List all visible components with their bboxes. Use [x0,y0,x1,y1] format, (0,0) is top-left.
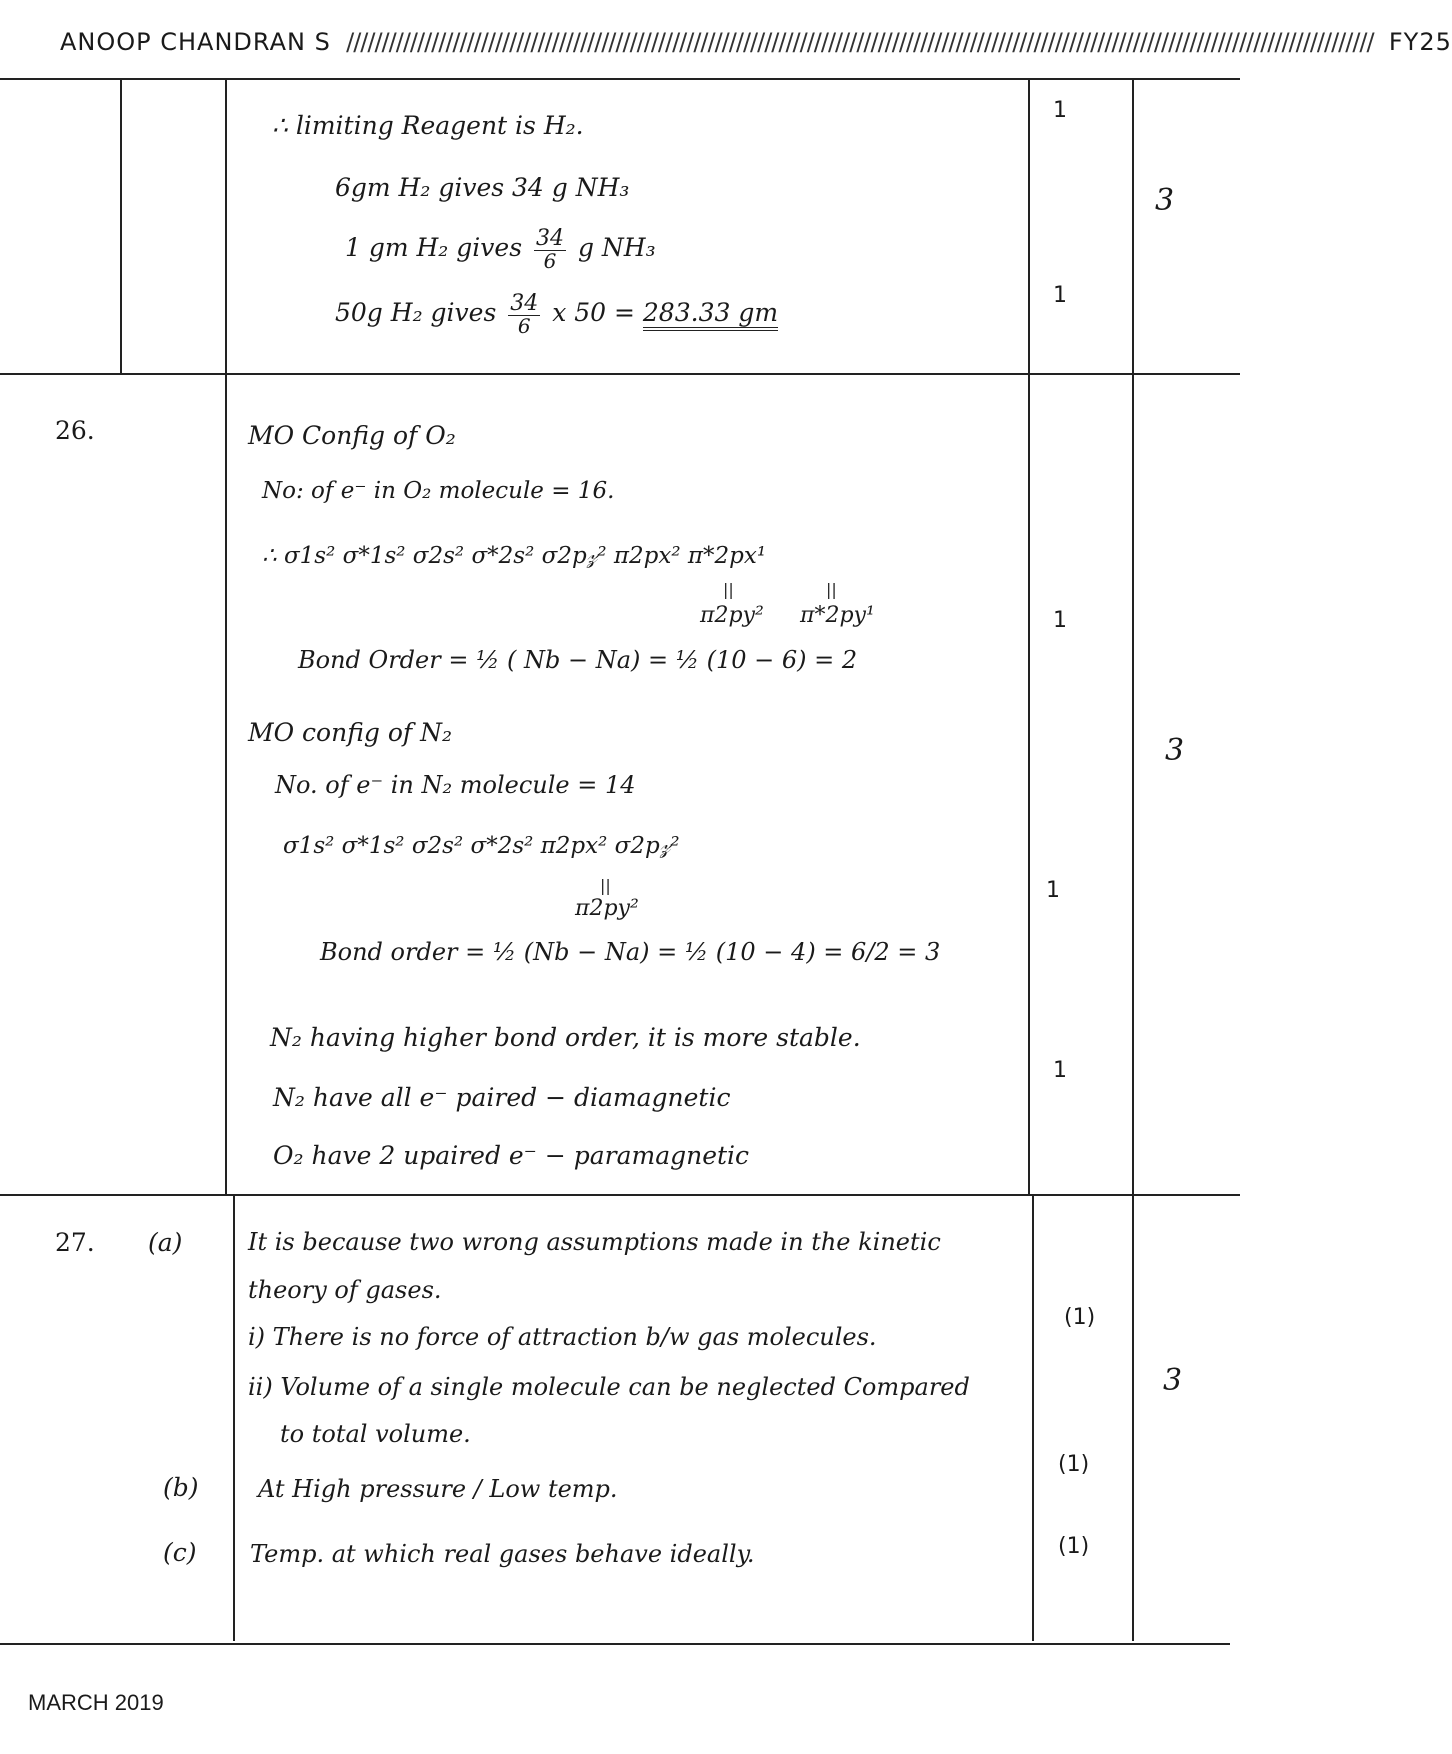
q26-mark-1: 1 [1053,608,1067,633]
q27-mark-c: (1) [1058,1534,1090,1559]
q26-o2-eq-1: || [723,580,734,599]
q25-line-6gm: 6gm H₂ gives 34 g NH₃ [335,173,630,202]
bottom-rule [0,1643,1230,1645]
q26-o2-pi-star-2py: π*2py¹ [800,603,875,628]
q26-o2-bond-order: Bond Order = ½ ( Nb − Na) = ½ (10 − 6) = 2 [298,646,858,674]
col-line-qno [120,78,122,373]
answer-table [0,78,1240,1658]
q27-a-line-4: ii) Volume of a single molecule can be neglected Compared [248,1373,970,1401]
q26-mark-2: 1 [1046,878,1060,903]
q27-c-text: Temp. at which real gases behave ideally. [250,1540,755,1568]
q25-limiting-line: ∴ limiting Reagent is H₂. [272,111,584,140]
col-line-mark-q27 [1032,1194,1034,1641]
q26-number: 26. [55,416,95,445]
q26-n2-electron-count: No. of e⁻ in N₂ molecule = 14 [275,771,636,799]
q27-a-line-2: theory of gases. [248,1276,442,1304]
q26-o2-electron-count: No: of e⁻ in O₂ molecule = 16. [262,478,615,504]
author-name: ANOOP CHANDRAN S [60,28,331,56]
q26-total-marks: 3 [1165,733,1185,768]
q26-n2-title: MO config of N₂ [248,718,452,747]
col-line-part [225,78,227,1194]
q26-o2-config: ∴ σ1s² σ*1s² σ2s² σ*2s² σ2p𝓏² π2px² π*2px¹ [262,543,767,569]
q25-fraction-2: $\frac{34}{6}$ [510,291,539,338]
page-header [60,28,1452,68]
top-rule [0,78,1240,80]
q27-part-c-label: (c) [163,1538,197,1567]
col-line-mark [1028,78,1030,1194]
q27-a-line-3: i) There is no force of attraction b/w gas molecules. [248,1323,877,1351]
q25-answer: 283.33 gm [643,298,778,331]
paper-code: FY25 [1388,28,1452,56]
q27-a-line-5: to total volume. [280,1420,471,1448]
q26-paramagnetic: O₂ have 2 upaired e⁻ − paramagnetic [273,1141,750,1170]
q25-mark-2: 1 [1053,283,1067,308]
q27-mark-a: (1) [1064,1305,1096,1330]
q26-o2-title: MO Config of O₂ [248,421,456,450]
q26-stability: N₂ having higher bond order, it is more stable. [270,1023,861,1052]
q26-o2-pi2py: π2py² [700,603,764,628]
q27-number: 27. [55,1228,95,1257]
col-line-part-q27 [233,1194,235,1641]
q26-n2-eq: || [600,876,611,895]
q25-fraction-1: $\frac{34}{6}$ [535,226,564,273]
q27-b-text: At High pressure / Low temp. [258,1475,618,1503]
q25-line-1gm: 1 gm H₂ gives $\frac{34}{6}$ g NH₃ [345,226,656,273]
q27-total-marks: 3 [1163,1363,1183,1398]
q25-total-marks: 3 [1155,183,1175,218]
header-hatch-line: ///////////////////////////////////////////////////////////////////////////////////////////////////////////////////////////////////////////////// [339,28,1381,56]
q25-mark-1: 1 [1053,98,1067,123]
q27-a-line-1: It is because two wrong assumptions made in the kinetic [248,1228,941,1256]
footer-date: MARCH 2019 [28,1690,164,1715]
q26-mark-3: 1 [1053,1058,1067,1083]
q26-n2-pi2py: π2py² [575,896,639,921]
row-divider-2 [0,1194,1240,1196]
q26-diamagnetic: N₂ have all e⁻ paired − diamagnetic [273,1083,731,1112]
q27-part-a-label: (a) [148,1228,183,1257]
q27-part-b-label: (b) [163,1473,199,1502]
q26-n2-bond-order: Bond order = ½ (Nb − Na) = ½ (10 − 4) = 6/2 = 3 [320,938,941,966]
row-divider-1 [0,373,1240,375]
q26-n2-config: σ1s² σ*1s² σ2s² σ*2s² π2px² σ2p𝓏² [283,833,680,859]
q25-line-50g: 50g H₂ gives $\frac{34}{6}$ x 50 = 283.33 gm [335,291,779,338]
q27-mark-b: (1) [1058,1452,1090,1477]
q26-o2-eq-2: || [826,580,837,599]
col-line-total [1132,78,1134,1641]
